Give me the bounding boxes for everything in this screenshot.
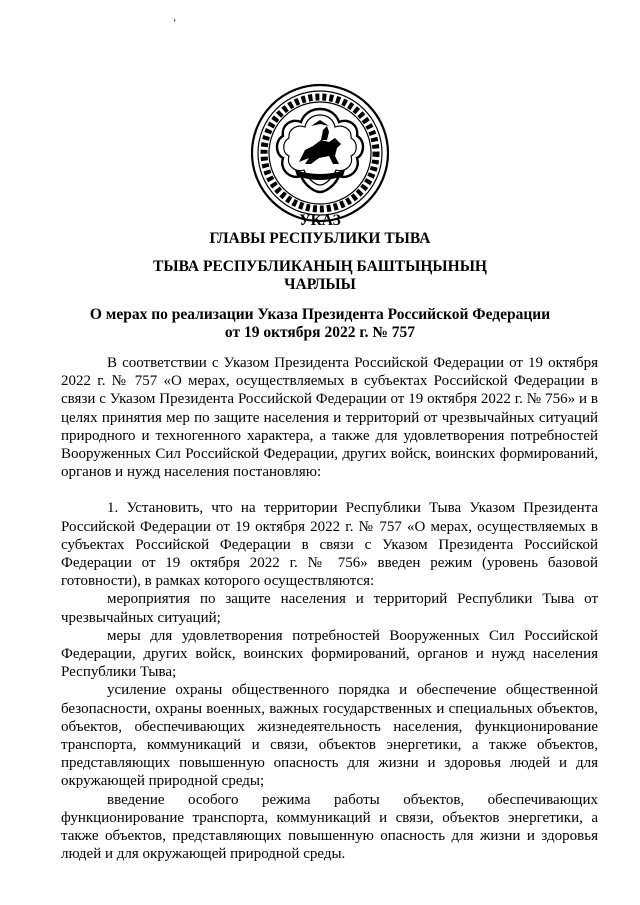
coat-of-arms-emblem [249,82,391,224]
measure-paragraph-1: мероприятия по защите населения и территорий Республики Тыва от чрезвычайных ситуаций; [61,591,598,626]
decree-heading-tuvan [40,258,600,294]
heading-line-2: ГЛАВЫ РЕСПУБЛИКИ ТЫВА [209,230,431,247]
clause-1-paragraph: 1. Установить, что на территории Республики Тыва Указом Президента Российской Федерации от 19 октября 2022 г. № 757 «О мерах, осуществляемых в субъектах Российской Федерации в связи с Указом Президента Российской Федерации от 19 октября 2022 г. № 756» введен режим (уровень базовой готовности), в рамках которого осуществляются: [61,500,598,590]
decree-title [40,306,600,342]
heading-line-3: ТЫВА РЕСПУБЛИКАНЫҢ БАШТЫҢЫНЫҢ [153,258,487,275]
title-line-1: О мерах по реализации Указа Президента Российской Федерации [89,306,551,323]
measure-paragraph-4: введение особого режима работы объектов, обеспечивающих функционирование транспорта, коммуникаций и связи, объектов энергетики, а также объектов, представляющих повышенную опасность для жизни и здоровья людей и для окружающей природной среды. [61,791,598,863]
heading-line-1: УКАЗ [299,212,341,229]
measure-paragraph-2: меры для удовлетворения потребностей Вооруженных Сил Российской Федерации, других войск, воинских формирований, органов и нужд населения Республики Тыва; [61,627,598,681]
decree-body [61,354,598,863]
scan-mark: ‘ [173,18,177,29]
measure-paragraph-3: усиление охраны общественного порядка и обеспечение общественной безопасности, охраны военных, важных государственных и специальных объектов, объектов, обеспечивающих жизнедеятельность населения, функционирование транспорта, коммуникаций и связи, объектов энергетики, а также объектов, представляющих повышенную опасность для жизни и здоровья людей и для окружающей природной среды; [61,682,598,790]
title-line-2: от 19 октября 2022 г. № 757 [224,324,416,341]
heading-line-4: ЧАРЛЫЫ [284,276,356,293]
preamble-paragraph: В соответствии с Указом Президента Российской Федерации от 19 октября 2022 г. № 757 «О мерах, осуществляемых в субъектах Российской Федерации в связи с Указом Президента Российской Федерации от 19 октября 2022 г. № 756» и в целях принятия мер по защите населения и территорий от чрезвычайных ситуаций природного и техногенного характера, а также для удовлетворения потребностей Вооруженных Сил Российской Федерации, других войск, воинских формирований, органов и нужд населения постановляю: [61,355,598,481]
decree-heading [40,212,600,248]
